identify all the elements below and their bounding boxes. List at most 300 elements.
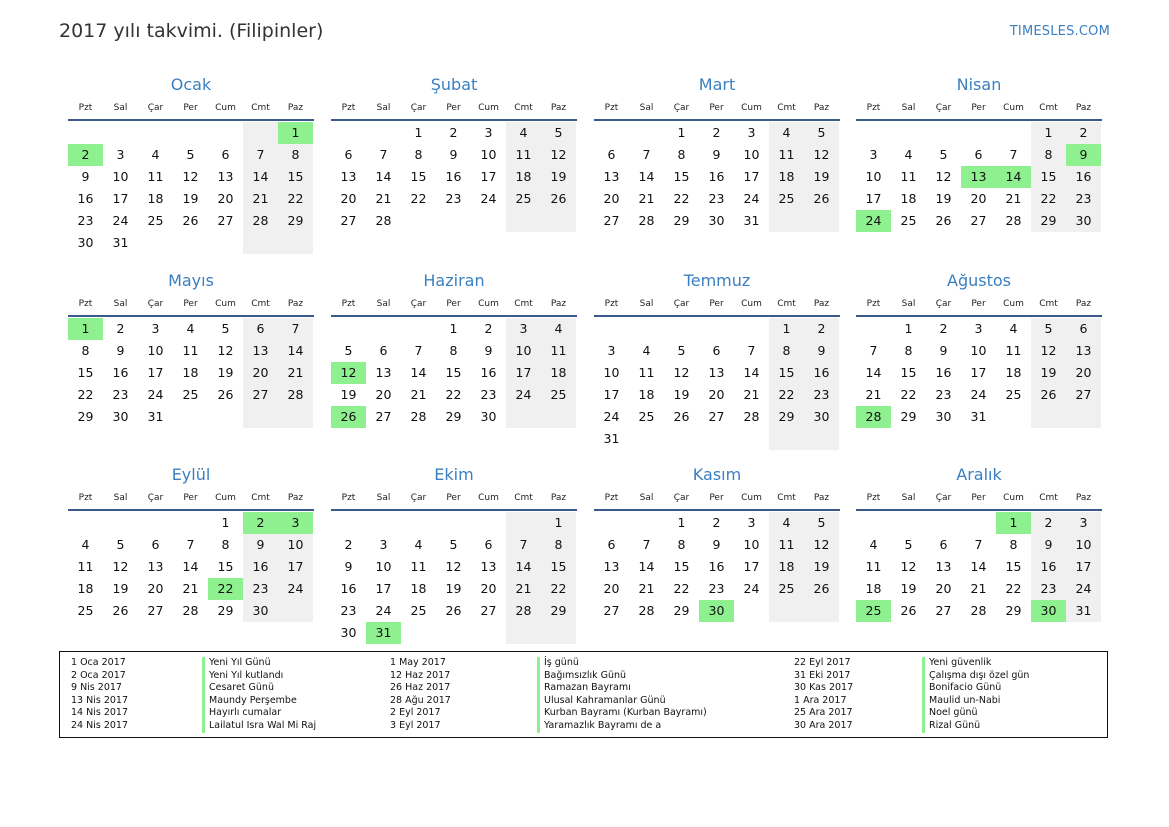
- weekday-label: Çar: [673, 103, 690, 113]
- day-cell: 28: [506, 600, 541, 622]
- day-cell: 25: [182, 387, 199, 402]
- day-cell: 1: [769, 318, 804, 340]
- day-cell: 22: [445, 387, 462, 402]
- day-cell: 3: [747, 515, 756, 530]
- day-cell: 28: [638, 213, 655, 228]
- weekday-label: Cmt: [1039, 299, 1058, 309]
- holiday-day-cell: 12: [331, 362, 366, 384]
- weekday-header: [331, 293, 577, 317]
- empty-day-cell: [506, 210, 541, 232]
- weekday-label: Cmt: [514, 103, 533, 113]
- day-cell: 12: [804, 534, 839, 556]
- weekday-label: Per: [971, 103, 986, 113]
- day-cell: 11: [182, 343, 199, 358]
- day-cell: 16: [1031, 556, 1066, 578]
- day-cell: 23: [445, 191, 462, 206]
- legend-date: 3 Eyl 2017: [390, 720, 441, 731]
- day-cell: 25: [1005, 387, 1022, 402]
- weekday-label: Çar: [147, 493, 164, 503]
- weekday-label: Pzt: [78, 299, 93, 309]
- day-grid: [594, 511, 839, 622]
- weekday-label: Per: [709, 299, 724, 309]
- day-cell: 18: [1005, 365, 1022, 380]
- day-cell: 11: [769, 534, 804, 556]
- day-cell: 20: [603, 191, 620, 206]
- empty-day-cell: [769, 600, 804, 622]
- empty-day-cell: [471, 210, 506, 232]
- empty-day-cell: [278, 406, 313, 428]
- day-cell: 4: [769, 122, 804, 144]
- day-cell: 23: [708, 191, 725, 206]
- day-cell: 22: [278, 188, 313, 210]
- day-grid: [68, 317, 313, 428]
- day-cell: 14: [506, 556, 541, 578]
- day-cell: 26: [445, 603, 462, 618]
- day-cell: 6: [607, 147, 616, 162]
- day-cell: 26: [182, 213, 199, 228]
- weekday-label: Pzt: [604, 103, 619, 113]
- day-cell: 18: [900, 191, 917, 206]
- day-cell: 9: [81, 169, 90, 184]
- empty-day-cell: [471, 622, 506, 644]
- day-cell: 17: [506, 362, 541, 384]
- holiday-day-cell: 22: [208, 578, 243, 600]
- day-cell: 4: [1009, 321, 1018, 336]
- day-grid: [68, 121, 313, 254]
- day-cell: 6: [607, 537, 616, 552]
- weekday-label: Sal: [113, 299, 128, 309]
- day-cell: 8: [1031, 144, 1066, 166]
- day-cell: 7: [243, 144, 278, 166]
- day-cell: 25: [77, 603, 94, 618]
- legend-holiday-name: Kurban Bayramı (Kurban Bayramı): [537, 707, 707, 720]
- legend-date: 26 Haz 2017: [390, 682, 451, 694]
- day-cell: 6: [484, 537, 493, 552]
- empty-day-cell: [699, 428, 734, 450]
- day-cell: 9: [449, 147, 458, 162]
- day-cell: 20: [147, 581, 164, 596]
- day-cell: 9: [1031, 534, 1066, 556]
- day-cell: 30: [804, 406, 839, 428]
- day-cell: 23: [708, 581, 725, 596]
- day-cell: 26: [541, 188, 576, 210]
- legend-date: 30 Kas 2017: [794, 682, 854, 694]
- day-cell: 26: [1031, 384, 1066, 406]
- legend-holiday-name: Ulusal Kahramanlar Günü: [537, 695, 666, 708]
- holiday-day-cell: 13: [961, 166, 996, 188]
- day-cell: 2: [449, 125, 458, 140]
- weekday-label: Çar: [147, 103, 164, 113]
- month-name: Kasım: [692, 465, 742, 484]
- day-cell: 3: [116, 147, 125, 162]
- day-cell: 25: [506, 188, 541, 210]
- weekday-label: Per: [971, 299, 986, 309]
- day-cell: 18: [865, 581, 882, 596]
- day-cell: 30: [1066, 210, 1101, 232]
- day-cell: 23: [804, 384, 839, 406]
- month-name: Ağustos: [947, 271, 1011, 290]
- day-cell: 17: [112, 191, 129, 206]
- empty-day-cell: [594, 512, 629, 534]
- legend-date: 28 Ağu 2017: [390, 694, 451, 706]
- legend-date: 9 Nis 2017: [71, 682, 122, 694]
- day-cell: 27: [243, 384, 278, 406]
- legend-holiday-name: Bağımsızlık Günü: [537, 670, 626, 683]
- day-cell: 16: [243, 556, 278, 578]
- day-cell: 5: [221, 321, 230, 336]
- day-cell: 27: [708, 409, 725, 424]
- legend-holiday-name: Noel günü: [922, 707, 978, 720]
- day-cell: 18: [638, 387, 655, 402]
- empty-day-cell: [173, 512, 208, 534]
- day-cell: 11: [865, 559, 882, 574]
- day-cell: 16: [1066, 166, 1101, 188]
- day-cell: 4: [186, 321, 195, 336]
- day-cell: 19: [340, 387, 357, 402]
- day-grid: [68, 511, 313, 622]
- day-cell: 12: [804, 144, 839, 166]
- day-cell: 7: [1009, 147, 1018, 162]
- day-cell: 11: [541, 340, 576, 362]
- day-cell: 1: [677, 515, 686, 530]
- weekday-label: Cum: [1003, 103, 1024, 113]
- day-cell: 13: [480, 559, 497, 574]
- day-cell: 7: [974, 537, 983, 552]
- month-block: [856, 269, 1102, 428]
- day-cell: 12: [112, 559, 129, 574]
- weekday-header: [68, 487, 314, 511]
- weekday-label: Cmt: [514, 493, 533, 503]
- day-cell: 5: [541, 122, 576, 144]
- day-cell: 10: [147, 343, 164, 358]
- page-title: 2017 yılı takvimi. (Filipinler): [59, 20, 324, 42]
- weekday-label: Sal: [901, 299, 916, 309]
- day-cell: 23: [77, 213, 94, 228]
- day-cell: 1: [221, 515, 230, 530]
- legend-holiday-name: Hayırlı cumalar: [202, 707, 281, 720]
- day-cell: 6: [221, 147, 230, 162]
- day-cell: 14: [865, 365, 882, 380]
- day-cell: 3: [506, 318, 541, 340]
- weekday-label: Cmt: [777, 493, 796, 503]
- day-cell: 19: [541, 166, 576, 188]
- empty-day-cell: [208, 406, 243, 428]
- empty-day-cell: [804, 600, 839, 622]
- day-cell: 29: [900, 409, 917, 424]
- day-cell: 21: [278, 362, 313, 384]
- weekday-label: Per: [446, 299, 461, 309]
- day-cell: 9: [484, 343, 493, 358]
- empty-day-cell: [138, 232, 173, 254]
- day-cell: 24: [480, 191, 497, 206]
- weekday-label: Cum: [741, 299, 762, 309]
- weekday-label: Sal: [639, 299, 654, 309]
- day-cell: 24: [112, 213, 129, 228]
- month-block: [856, 463, 1102, 622]
- day-cell: 22: [900, 387, 917, 402]
- day-cell: 4: [81, 537, 90, 552]
- weekday-label: Cum: [478, 103, 499, 113]
- weekday-label: Sal: [901, 103, 916, 113]
- weekday-label: Per: [971, 493, 986, 503]
- day-cell: 9: [712, 537, 721, 552]
- empty-day-cell: [506, 406, 541, 428]
- day-cell: 19: [445, 581, 462, 596]
- day-cell: 17: [480, 169, 497, 184]
- weekday-label: Paz: [1075, 493, 1092, 503]
- day-cell: 3: [379, 537, 388, 552]
- day-cell: 17: [1066, 556, 1101, 578]
- day-cell: 19: [900, 581, 917, 596]
- legend-date: 2 Oca 2017: [71, 669, 126, 681]
- legend-date: 2 Eyl 2017: [390, 707, 441, 719]
- month-block: [331, 463, 577, 644]
- weekday-label: Paz: [550, 299, 567, 309]
- day-grid: [856, 317, 1101, 428]
- day-cell: 18: [77, 581, 94, 596]
- day-cell: 13: [708, 365, 725, 380]
- day-cell: 15: [217, 559, 234, 574]
- day-cell: 10: [743, 537, 760, 552]
- day-cell: 4: [642, 343, 651, 358]
- empty-day-cell: [331, 512, 366, 534]
- weekday-header: [594, 293, 840, 317]
- day-cell: 11: [769, 144, 804, 166]
- day-cell: 17: [375, 581, 392, 596]
- weekday-label: Sal: [376, 299, 391, 309]
- weekday-label: Cum: [1003, 299, 1024, 309]
- day-cell: 31: [1066, 600, 1101, 622]
- day-cell: 4: [869, 537, 878, 552]
- day-cell: 8: [677, 537, 686, 552]
- day-cell: 5: [344, 343, 353, 358]
- legend-holiday-name: Ramazan Bayramı: [537, 682, 631, 695]
- empty-day-cell: [331, 122, 366, 144]
- weekday-header: [331, 487, 577, 511]
- day-cell: 22: [77, 387, 94, 402]
- day-cell: 22: [1031, 188, 1066, 210]
- day-cell: 11: [638, 365, 655, 380]
- holiday-day-cell: 9: [1066, 144, 1101, 166]
- day-cell: 12: [217, 343, 234, 358]
- day-cell: 17: [970, 365, 987, 380]
- empty-day-cell: [541, 406, 576, 428]
- weekday-label: Çar: [935, 299, 952, 309]
- day-cell: 7: [278, 318, 313, 340]
- weekday-label: Paz: [1075, 299, 1092, 309]
- month-block: [856, 73, 1102, 232]
- day-cell: 14: [182, 559, 199, 574]
- day-cell: 1: [677, 125, 686, 140]
- weekday-label: Cum: [1003, 493, 1024, 503]
- legend-holiday-name: Yeni Yıl kutlandı: [202, 670, 283, 683]
- day-cell: 30: [112, 409, 129, 424]
- empty-day-cell: [629, 122, 664, 144]
- day-cell: 24: [1066, 578, 1101, 600]
- weekday-label: Paz: [1075, 103, 1092, 113]
- legend-date: 12 Haz 2017: [390, 669, 451, 681]
- weekday-label: Cmt: [251, 299, 270, 309]
- day-cell: 31: [147, 409, 164, 424]
- day-cell: 11: [147, 169, 164, 184]
- weekday-label: Pzt: [866, 493, 881, 503]
- legend-holiday-name: Yeni Yıl Günü: [202, 657, 271, 670]
- weekday-label: Paz: [287, 103, 304, 113]
- day-cell: 29: [77, 409, 94, 424]
- day-cell: 17: [743, 559, 760, 574]
- day-cell: 16: [77, 191, 94, 206]
- weekday-label: Paz: [287, 493, 304, 503]
- day-cell: 27: [970, 213, 987, 228]
- legend-holiday-name: Maulid un-Nabi: [922, 695, 1000, 708]
- day-cell: 21: [638, 581, 655, 596]
- day-cell: 14: [638, 169, 655, 184]
- empty-day-cell: [804, 210, 839, 232]
- day-cell: 1: [414, 125, 423, 140]
- day-cell: 30: [708, 213, 725, 228]
- weekday-label: Cmt: [251, 103, 270, 113]
- day-cell: 27: [375, 409, 392, 424]
- empty-day-cell: [68, 122, 103, 144]
- day-cell: 15: [1031, 166, 1066, 188]
- day-cell: 21: [865, 387, 882, 402]
- day-cell: 15: [77, 365, 94, 380]
- day-grid: [331, 121, 576, 232]
- day-cell: 5: [186, 147, 195, 162]
- weekday-header: [68, 97, 314, 121]
- weekday-label: Pzt: [866, 299, 881, 309]
- day-cell: 22: [673, 191, 690, 206]
- holiday-day-cell: 28: [856, 406, 891, 428]
- day-cell: 13: [375, 365, 392, 380]
- day-cell: 23: [1031, 578, 1066, 600]
- holiday-day-cell: 30: [699, 600, 734, 622]
- day-cell: 4: [904, 147, 913, 162]
- day-cell: 26: [804, 578, 839, 600]
- day-cell: 1: [449, 321, 458, 336]
- weekday-label: Cmt: [1039, 493, 1058, 503]
- empty-day-cell: [996, 122, 1031, 144]
- day-cell: 7: [506, 534, 541, 556]
- day-cell: 16: [445, 169, 462, 184]
- month-block: [331, 269, 577, 428]
- day-cell: 10: [480, 147, 497, 162]
- weekday-header: [594, 487, 840, 511]
- day-cell: 24: [506, 384, 541, 406]
- day-cell: 23: [243, 578, 278, 600]
- holiday-day-cell: 31: [366, 622, 401, 644]
- legend-holiday-name: Çalışma dışı özel gün: [922, 670, 1029, 683]
- day-cell: 9: [939, 343, 948, 358]
- legend-holiday-name: Bonifacio Günü: [922, 682, 1001, 695]
- day-cell: 8: [1009, 537, 1018, 552]
- day-cell: 12: [900, 559, 917, 574]
- day-cell: 24: [603, 409, 620, 424]
- month-name: Ekim: [434, 465, 474, 484]
- legend-date: 1 Oca 2017: [71, 657, 126, 668]
- day-cell: 12: [1031, 340, 1066, 362]
- weekday-label: Per: [709, 103, 724, 113]
- day-cell: 8: [449, 343, 458, 358]
- day-cell: 2: [804, 318, 839, 340]
- day-cell: 27: [480, 603, 497, 618]
- empty-day-cell: [138, 122, 173, 144]
- brand-link[interactable]: TIMESLES.COM: [1009, 24, 1110, 39]
- empty-day-cell: [366, 512, 401, 534]
- day-cell: 8: [904, 343, 913, 358]
- empty-day-cell: [541, 210, 576, 232]
- empty-day-cell: [1066, 406, 1101, 428]
- day-cell: 3: [747, 125, 756, 140]
- empty-day-cell: [401, 318, 436, 340]
- empty-day-cell: [926, 122, 961, 144]
- empty-day-cell: [138, 512, 173, 534]
- empty-day-cell: [664, 428, 699, 450]
- holiday-day-cell: 25: [856, 600, 891, 622]
- day-cell: 10: [603, 365, 620, 380]
- day-cell: 30: [340, 625, 357, 640]
- day-cell: 31: [112, 235, 129, 250]
- empty-day-cell: [208, 232, 243, 254]
- empty-day-cell: [594, 318, 629, 340]
- legend-date: 1 May 2017: [390, 657, 446, 668]
- holiday-day-cell: 3: [278, 512, 313, 534]
- day-cell: 6: [712, 343, 721, 358]
- day-cell: 22: [769, 384, 804, 406]
- day-cell: 10: [375, 559, 392, 574]
- day-cell: 23: [935, 387, 952, 402]
- day-cell: 28: [243, 210, 278, 232]
- day-cell: 19: [182, 191, 199, 206]
- day-cell: 6: [151, 537, 160, 552]
- legend-date: 25 Ara 2017: [794, 707, 853, 719]
- day-cell: 14: [743, 365, 760, 380]
- empty-day-cell: [68, 512, 103, 534]
- day-cell: 12: [541, 144, 576, 166]
- day-cell: 18: [506, 166, 541, 188]
- day-cell: 20: [935, 581, 952, 596]
- empty-day-cell: [961, 122, 996, 144]
- day-cell: 18: [769, 166, 804, 188]
- day-cell: 7: [379, 147, 388, 162]
- empty-day-cell: [401, 210, 436, 232]
- day-cell: 23: [340, 603, 357, 618]
- month-block: [594, 73, 840, 232]
- weekday-label: Pzt: [78, 103, 93, 113]
- day-cell: 8: [677, 147, 686, 162]
- day-cell: 22: [410, 191, 427, 206]
- day-cell: 10: [506, 340, 541, 362]
- weekday-label: Paz: [287, 299, 304, 309]
- day-cell: 28: [743, 409, 760, 424]
- day-cell: 27: [1066, 384, 1101, 406]
- weekday-label: Çar: [410, 299, 427, 309]
- day-cell: 8: [81, 343, 90, 358]
- month-name: Haziran: [423, 271, 485, 290]
- weekday-label: Cmt: [251, 493, 270, 503]
- weekday-label: Per: [183, 493, 198, 503]
- day-cell: 14: [410, 365, 427, 380]
- empty-day-cell: [278, 232, 313, 254]
- day-cell: 23: [1066, 188, 1101, 210]
- weekday-label: Cum: [215, 103, 236, 113]
- day-cell: 20: [375, 387, 392, 402]
- day-cell: 16: [112, 365, 129, 380]
- day-cell: 3: [607, 343, 616, 358]
- day-cell: 30: [935, 409, 952, 424]
- day-cell: 25: [900, 213, 917, 228]
- day-grid: [331, 317, 576, 428]
